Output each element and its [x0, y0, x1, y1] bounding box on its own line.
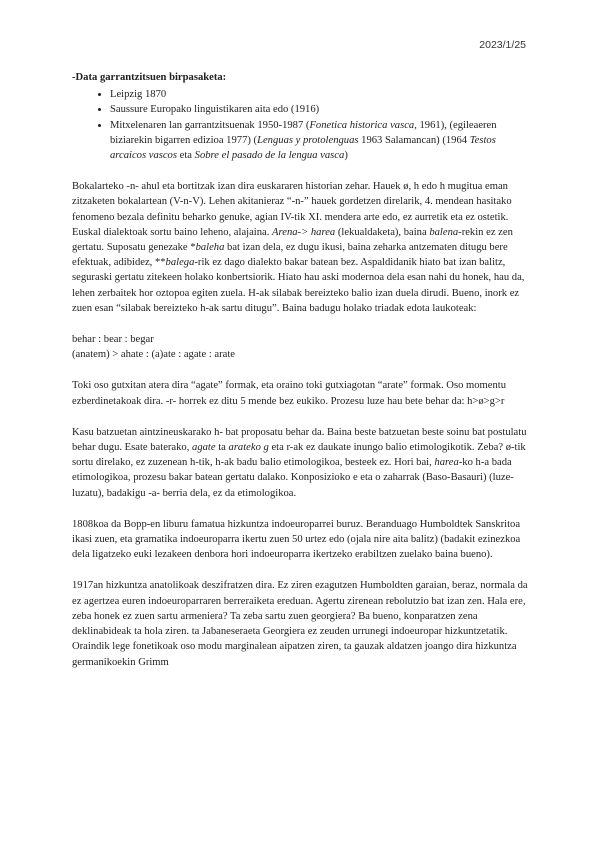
italic-title: Fonetica historica vasca: [309, 119, 415, 131]
italic-title: Sobre el pasado de la lengua vasca: [194, 150, 345, 162]
italic-term: baleha: [195, 242, 225, 254]
italic-term: balega: [165, 257, 195, 269]
text-run: eta r-ak ez daukate inungo balio etimologikotik. Zeba? ø-tik sortu direlako, ez zuzenean h-tik, h-ak badu balio etimologikoa, besteek ez. Hori bai,: [72, 442, 526, 469]
text-run: Bokalarteko -n- ahul eta bortitzak izan dira euskararen historian zehar. Hauek ø, h edo h mugitua eman zitzaketen bokalartean (V-n-V). Lehen akitanieraz “-n-” hauek gordetzen direlarik, 4. mendean hasitako fenomeno bezala definitu beharko genuke, agian IV-tik XI. mendera arte edo, ez aurretik eta ez ostetik. Euskal dialektoak sortu baino leheno, alajaina.: [72, 181, 512, 238]
italic-term: harea: [434, 457, 459, 469]
text-run: -rekin ez zen gertatu. Suposatu genezake *: [72, 226, 513, 254]
text-run: , 1961), (egileaeren biziarekin bigarren edizioa 1977) (: [110, 119, 497, 146]
paragraph-h-proposal: [72, 425, 532, 501]
bullet-item-mitxelena: [110, 118, 532, 164]
text-run: eta: [176, 150, 195, 162]
text-run: ): [344, 150, 348, 162]
text-run: ta: [215, 442, 229, 454]
paragraph-bopp: 1808koa da Bopp-en liburu famatua hizkuntza indoeuroparrei buruz. Beranduago Humboldtek Sanskritoa ikasi zuen, eta gramatika indoeuroparra ikertu zuen 50 urtez edo (ojala nire aita balitz) (badakit ezinezkoa dela ligatzeko euki lezakeen denbora hori indoeuroparra ikertzeko erabiltzen zuelako baina bueno).: [72, 518, 521, 561]
bullet-list: [72, 87, 532, 163]
paragraph-agate-arate: Toki oso gutxitan atera dira “agate” formak, eta oraino toki gutxiagotan “arate” formak. Oso momentu ezberdinetakoak dira. -r- horrek ez ditu 5 mende bez eukiko. Prozesu luze hau bete behar da: h>ø>g>r: [72, 380, 507, 407]
italic-title: Testos arcaicos vascos: [110, 134, 496, 162]
italic-term: Arena-> harea: [272, 226, 336, 238]
italic-term: arateko g: [228, 442, 269, 454]
italic-term: agate: [192, 442, 216, 454]
bullet-item-leipzig: • Leipzig 1870: [110, 87, 532, 102]
text-run: Kasu batzuetan aintzineuskarako h- bat proposatu behar da. Baina beste batzuetan beste soinu bat postulatu behar dugu. Esate baterako,: [72, 426, 527, 454]
text-run: -rik ez dago dialekto bakar batean bez. Aspaldidanik hiato bat izan balitz, seguraski gertatu zitekeen holako konbertsiorik. Hiato hau aski modernoa dela esan nahi du honek, hau da, lehen zerbaitek hor oztopoa egiten zuela. H-ak silabak bereizteko balio izan duela dirudi. Bueno, inork ez zuen esan “silabak bereizteko h-ak sartu ditugu”. Baina badugu holako triadak edota laukoteak:: [72, 257, 525, 314]
text-run: bat izan dela, ez dugu ikusi, baina zeharka antzematen ditugu bere efektuak, adibidez, **: [72, 242, 508, 269]
section-heading: -Data garrantzitsuen birpasaketa:: [72, 72, 227, 83]
italic-term: balena: [429, 226, 459, 238]
bullet-item-saussure: • Saussure Europako linguistikaren aita edo (1916): [110, 102, 532, 117]
italic-title: Lenguas y protolenguas: [257, 134, 359, 146]
text-run: Mitxelenaren lan garrantzitsuenak 1950-1987 (: [110, 119, 310, 131]
paragraph-intervocalic-n: [72, 179, 532, 316]
example-line-behar: behar : bear : begar: [72, 334, 154, 346]
document-body: [72, 70, 532, 686]
text-run: (lekualdaketa), baina: [335, 226, 430, 238]
text-run: -ko h-a bada etimologikoa, prozesu bakar batean gertatu dalako. Konposizioko e eta o zaharrak (Baso-Basauri) (luze-luzatu), badakigu -a- berria dela, ez da etimologikoa.: [72, 457, 514, 499]
text-run: 1963 Salamancan) (1964: [358, 134, 470, 146]
document-date: 2023/1/25: [479, 39, 526, 51]
paragraph-anatolian: 1917an hizkuntza anatolikoak deszifratzen dira. Ez ziren ezagutzen Humboldten garaian, beraz, normala da ez agertzea euren indoeuroparraren berreraiketa ereduan. Agertu zirenean rebolutzio bat izan zen. Hala ere, zeba honek ez zuen sartu armeniera? Ta zeba sartu zuen georgiera? Ba bueno, konparatzen zena deklinabideak ta hola ziren. ta Jabaneseraeta Georgiera ez zeuden urrunegi indoeuropar hizkuntzetatik. Oraindik lege fonetikoak oso modu marginalean aipatzen ziren, ta gauzak aldatzen joango dira hizkuntza germanikoekin Grimm: [72, 580, 528, 668]
example-line-anatem: (anatem) > ahate : (a)ate : agate : arate: [72, 349, 236, 361]
